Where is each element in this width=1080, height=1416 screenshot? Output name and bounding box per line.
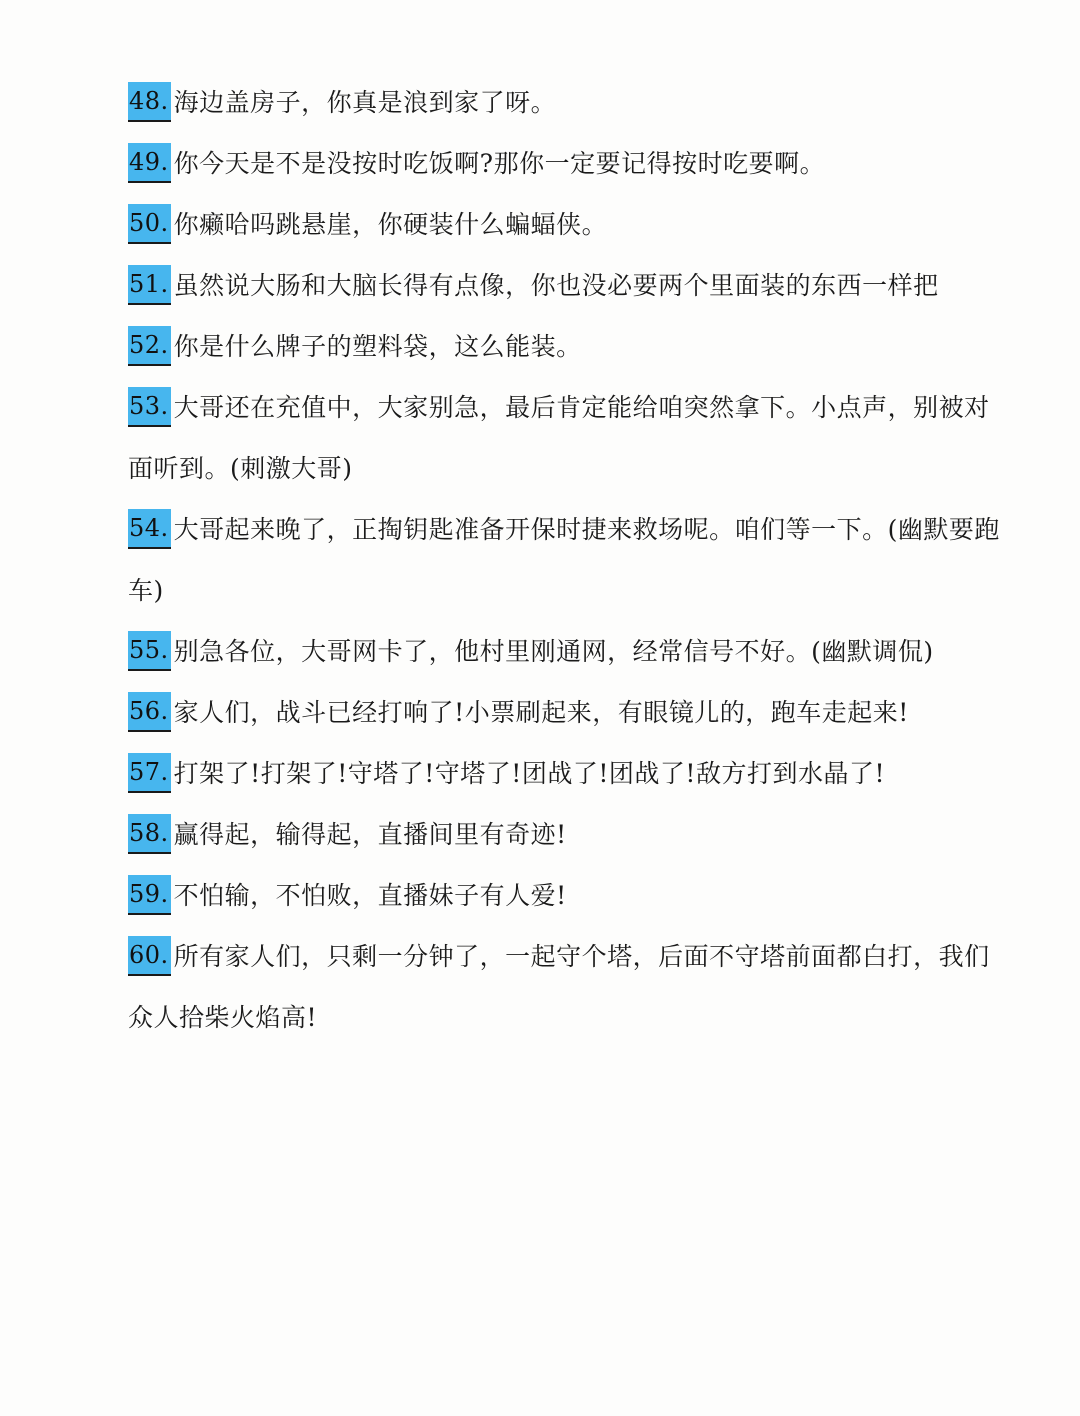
list-item (128, 865, 1008, 926)
item-text: 赢得起，输得起，直播间里有奇迹! (173, 820, 567, 849)
item-number-badge: 53. (128, 387, 171, 427)
item-number-badge: 55. (128, 631, 171, 671)
item-text: 你是什么牌子的塑料袋，这么能装。 (173, 332, 582, 361)
item-number-badge: 51. (128, 265, 171, 305)
list-item (128, 804, 1008, 865)
item-text: 所有家人们，只剩一分钟了，一起守个塔，后面不守塔前面都白打，我们众人拾柴火焰高! (128, 942, 990, 1032)
item-number-badge: 60. (128, 936, 171, 976)
item-number-badge: 54. (128, 509, 171, 549)
list-item (128, 72, 1008, 133)
item-text: 海边盖房子，你真是浪到家了呀。 (173, 88, 557, 117)
list-item (128, 682, 1008, 743)
list-item (128, 255, 1008, 316)
item-number-badge: 52. (128, 326, 171, 366)
numbered-list (128, 72, 1008, 1048)
item-text: 大哥还在充值中，大家别急，最后肯定能给咱突然拿下。小点声，别被对面听到。(刺激大哥) (128, 393, 990, 483)
item-number-badge: 50. (128, 204, 171, 244)
item-text: 别急各位，大哥网卡了，他村里刚通网，经常信号不好。(幽默调侃) (173, 637, 934, 666)
item-number-badge: 59. (128, 875, 171, 915)
item-text: 打架了!打架了!守塔了!守塔了!团战了!团战了!敌方打到水晶了! (173, 759, 885, 788)
list-item (128, 316, 1008, 377)
list-item (128, 133, 1008, 194)
item-number-badge: 56. (128, 692, 171, 732)
item-text: 虽然说大肠和大脑长得有点像，你也没必要两个里面装的东西一样把 (173, 271, 939, 300)
item-number-badge: 49. (128, 143, 171, 183)
list-item (128, 377, 1008, 499)
list-item (128, 926, 1008, 1048)
item-number-badge: 58. (128, 814, 171, 854)
item-text: 家人们，战斗已经打响了!小票刷起来，有眼镜儿的，跑车走起来! (173, 698, 909, 727)
list-item (128, 194, 1008, 255)
item-number-badge: 48. (128, 82, 171, 122)
item-text: 你癞哈吗跳悬崖，你硬装什么蝙蝠侠。 (173, 210, 608, 239)
item-text: 你今天是不是没按时吃饭啊?那你一定要记得按时吃要啊。 (173, 149, 826, 178)
item-text: 大哥起来晚了，正掏钥匙准备开保时捷来救场呢。咱们等一下。(幽默要跑车) (128, 515, 1000, 605)
item-number-badge: 57. (128, 753, 171, 793)
item-text: 不怕输，不怕败，直播妹子有人爱! (173, 881, 567, 910)
list-item (128, 621, 1008, 682)
list-item (128, 743, 1008, 804)
list-item (128, 499, 1008, 621)
